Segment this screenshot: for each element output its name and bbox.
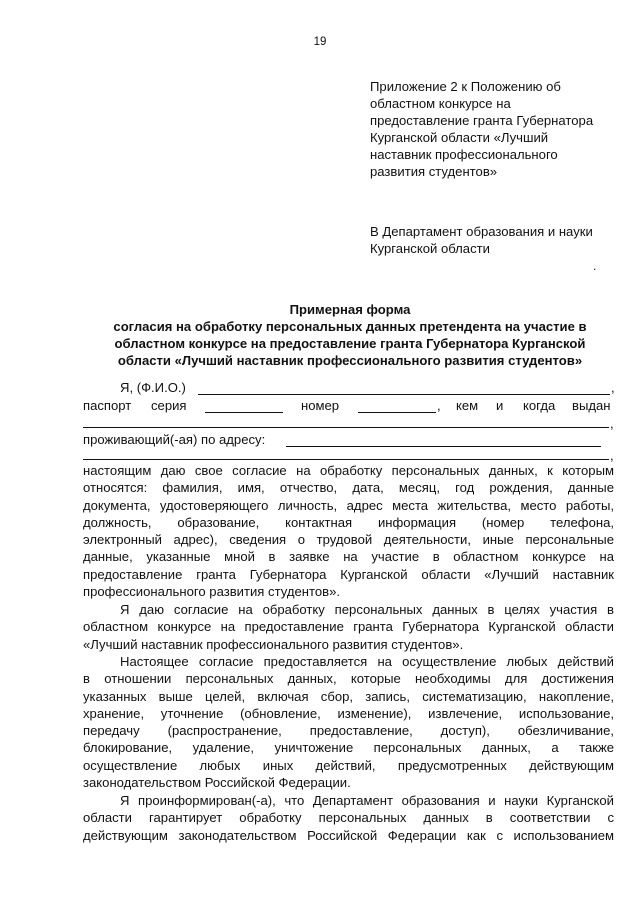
- recipient-block: [370, 223, 620, 257]
- paragraph-line: блокирование, удаление, уничтожение персональных данных, а также: [83, 740, 614, 756]
- paragraph-line: указанных выше целей, включая сбор, запись, систематизацию, накопление,: [83, 688, 614, 704]
- passport-row: [83, 398, 615, 416]
- fio-comma: ,: [611, 380, 615, 395]
- recipient-line: В Департамент образования и науки: [370, 224, 593, 239]
- paragraph-line: документа, удостоверяющего личность, адрес места жительства, место работы,: [83, 497, 614, 513]
- paragraph-line: относятся: фамилия, имя, отчество, дата, месяц, год рождения, данные: [83, 480, 614, 496]
- appendix-line: предоставление гранта Губернатора: [370, 113, 594, 128]
- paragraph-line: законодательством Российской Федерации.: [83, 775, 351, 791]
- paragraph-line: передачу (распространение, предоставление, доступ), обезличивание,: [83, 723, 614, 739]
- address-comma: ,: [610, 448, 614, 463]
- paragraph-line: данные, указанные мной в заявке на участие в областном конкурсе на: [83, 549, 614, 565]
- appendix-line: областном конкурсе на: [370, 96, 511, 111]
- title-line: Примерная форма: [289, 302, 411, 317]
- paragraph-line: «Лучший наставник профессионального развития студентов».: [83, 636, 464, 652]
- paragraph-line: в отношении персональных данных, которые необходимы для достижения: [83, 671, 614, 687]
- title-line: согласия на обработку персональных данных претендента на участие в: [113, 319, 587, 334]
- appendix-line: Приложение 2 к Положению об: [370, 79, 561, 94]
- series-input-line[interactable]: [205, 412, 283, 413]
- paragraph-line: действующим законодательством Российской Федерации как с использованием: [83, 827, 614, 843]
- number-label: номер: [301, 398, 340, 413]
- number-input-line[interactable]: [358, 412, 436, 413]
- issued-input-line[interactable]: [83, 427, 609, 428]
- series-label: серия: [151, 398, 187, 413]
- issued-kem: кем: [456, 398, 479, 413]
- fio-input-line[interactable]: [198, 394, 610, 395]
- paragraph-line: электронный адрес), сведения о трудовой деятельности, иные персональные: [83, 532, 614, 548]
- paragraph-line: Я проинформирован(-а), что Департамент образования и науки Курганской: [120, 793, 614, 808]
- paragraph-line: профессионального развития студентов».: [83, 584, 340, 600]
- stray-dot: .: [593, 259, 597, 273]
- document-title: [80, 301, 620, 369]
- fio-row: [83, 380, 615, 398]
- paragraph-line: области гарантирует обработку персональных данных в соответствии с: [83, 810, 614, 826]
- consent-paragraph: [83, 462, 614, 600]
- appendix-line: развития студентов»: [370, 164, 498, 179]
- recipient-line: Курганской области: [370, 241, 490, 256]
- paragraph-line: настоящим даю свое согласие на обработку персональных данных, к которым: [83, 463, 614, 478]
- address-label: проживающий(-ая) по адресу:: [83, 432, 266, 447]
- appendix-line: наставник профессионального: [370, 147, 558, 162]
- appendix-line: Курганской области «Лучший: [370, 130, 549, 145]
- paragraph-line: предоставление гранта Губернатора Курганской области «Лучший наставник: [83, 566, 614, 582]
- paragraph-line: областном конкурсе на предоставление гранта Губернатора Курганской области: [83, 619, 614, 635]
- title-line: областном конкурсе на предоставление гранта Губернатора Курганской: [114, 336, 586, 351]
- purpose-paragraph: [83, 601, 614, 653]
- paragraph-line: осуществление любых иных действий, предусмотренных действующим: [83, 757, 614, 773]
- paragraph-line: Настоящее согласие предоставляется на осуществление любых действий: [120, 654, 614, 669]
- issued-i: и: [496, 398, 504, 413]
- paragraph-line: должность, образование, контактная информация (номер телефона,: [83, 514, 614, 530]
- number-comma: ,: [437, 398, 441, 413]
- paragraph-line: хранение, уточнение (обновление, изменение), извлечение, использование,: [83, 705, 614, 721]
- passport-label: паспорт: [83, 398, 132, 413]
- address-input-line-2[interactable]: [83, 459, 609, 460]
- issued-kogda: когда: [523, 398, 556, 413]
- appendix-note: [370, 78, 620, 180]
- title-line: области «Лучший наставник профессионального развития студентов»: [117, 353, 583, 368]
- guarantee-paragraph: [83, 792, 614, 844]
- issued-vydan: выдан: [572, 398, 611, 413]
- address-input-line[interactable]: [286, 446, 601, 447]
- page-number: 19: [313, 36, 327, 48]
- actions-paragraph: [83, 653, 614, 791]
- issued-comma: ,: [610, 416, 614, 431]
- paragraph-line: Я даю согласие на обработку персональных данных в целях участия в: [120, 602, 614, 617]
- fio-label: Я, (Ф.И.О.): [120, 380, 186, 395]
